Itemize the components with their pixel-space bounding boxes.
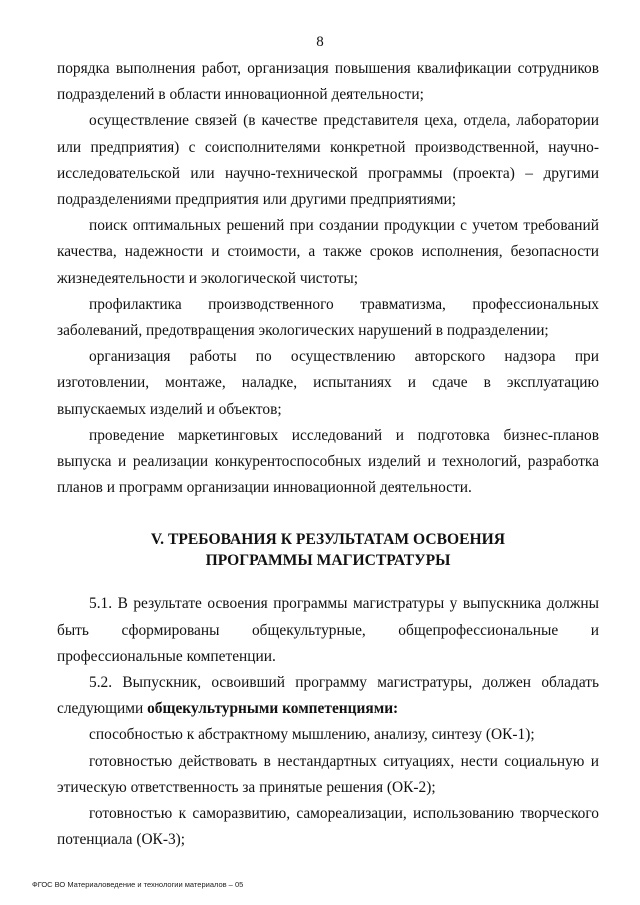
competency-item: способностью к абстрактному мышлению, анализу, синтезу (ОК-1); [89, 726, 535, 744]
document-body [57, 56, 599, 853]
page-footer: ФГОС ВО Материаловедение и технологии материалов – 05 [32, 880, 244, 889]
section-heading-line2: ПРОГРАММЫ МАГИСТРАТУРЫ [205, 552, 451, 570]
paragraph: 5.1. В результате освоения программы магистратуры у выпускника должны быть сформированы общекультурные, общепрофессиональные и профессиональные компетенции. [57, 595, 599, 665]
competency-item: готовностью к саморазвитию, самореализации, использованию творческого потенциала (ОК-3); [57, 805, 599, 849]
competency-item: готовностью действовать в нестандартных ситуациях, нести социальную и этическую ответственность за принятые решения (ОК-2); [57, 752, 599, 796]
paragraph: организация работы по осуществлению авторского надзора при изготовлении, монтаже, наладке, испытаниях и сдаче в эксплуатацию выпускаемых изделий и объектов; [57, 348, 599, 418]
paragraph: профилактика производственного травматизма, профессиональных заболеваний, предотвращения экологических нарушений в подразделении; [57, 295, 599, 340]
paragraph: проведение маркетинговых исследований и подготовка бизнес-планов выпуска и реализации конкурентоспособных изделий и технологий, разработка планов и программ организации инновационной деятельности. [57, 426, 599, 497]
paragraph: порядка выполнения работ, организация повышения квалификации сотрудников подразделений в области инновационной деятельности; [57, 60, 599, 104]
competencies-intro-text: 5.2. Выпускник, освоивший программу магистратуры, должен обладать следующими [57, 674, 599, 718]
paragraph: осуществление связей (в качестве представителя цеха, отдела, лаборатории или предприятия) с соисполнителями конкретной производственной, научно-исследовательской или научно-технической программы (проекта) – другими подразделениями предприятия или другими предприятиями; [57, 112, 599, 209]
paragraph-competencies-intro [57, 670, 599, 722]
section-heading [57, 529, 599, 571]
paragraph: поиск оптимальных решений при создании продукции с учетом требований качества, надежности и стоимости, а также сроков исполнения, безопасности жизнедеятельности и экологической чистоты; [57, 217, 599, 287]
competencies-intro-bold: общекультурными компетенциями: [147, 700, 399, 718]
page-number: 8 [316, 34, 324, 50]
section-heading-line1: V. ТРЕБОВАНИЯ К РЕЗУЛЬТАТАМ ОСВОЕНИЯ [150, 531, 506, 549]
